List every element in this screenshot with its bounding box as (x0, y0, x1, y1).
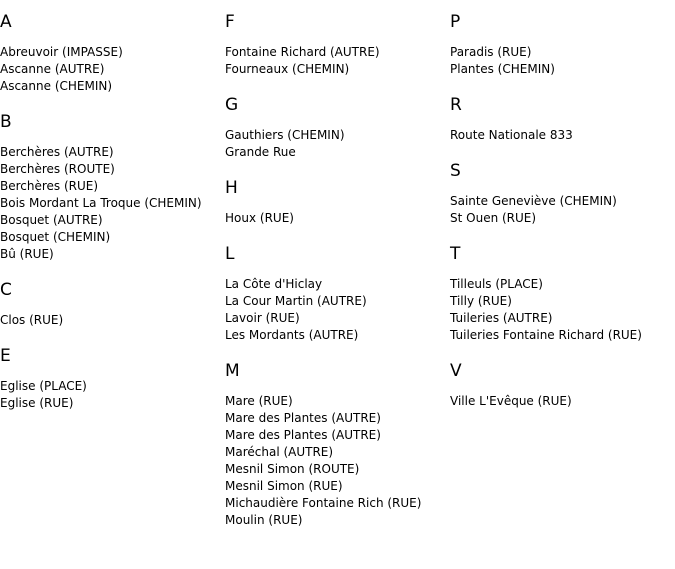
street-link[interactable]: Route Nationale 833 (450, 128, 573, 142)
street-link[interactable]: Mare (RUE) (225, 394, 293, 408)
street-link[interactable]: Tilleuls (PLACE) (450, 277, 543, 291)
street-link[interactable]: Mare des Plantes (AUTRE) (225, 411, 381, 425)
letter-group-l (225, 244, 450, 344)
street-link[interactable]: Tuileries Fontaine Richard (RUE) (450, 328, 642, 342)
letter-heading: L (225, 244, 235, 264)
street-link[interactable]: Ville L'Evêque (RUE) (450, 394, 572, 408)
letter-group-v (450, 361, 675, 410)
letter-heading: M (225, 361, 240, 381)
street-link[interactable]: Michaudière Fontaine Rich (RUE) (225, 496, 422, 510)
letter-group-h (225, 178, 450, 227)
street-link[interactable]: Berchères (ROUTE) (0, 162, 115, 176)
street-link[interactable]: Clos (RUE) (0, 313, 64, 327)
letter-heading: H (225, 178, 238, 198)
street-link[interactable]: Sainte Geneviève (CHEMIN) (450, 194, 617, 208)
letter-group-m (225, 361, 450, 529)
street-list (450, 276, 675, 344)
street-link[interactable]: Grande Rue (225, 145, 296, 159)
letter-heading: E (0, 346, 11, 366)
letter-heading: P (450, 12, 461, 32)
letter-heading: C (0, 280, 12, 300)
street-list (0, 312, 225, 329)
street-link[interactable]: Bosquet (AUTRE) (0, 213, 103, 227)
street-link[interactable]: La Cour Martin (AUTRE) (225, 294, 367, 308)
letter-heading: B (0, 112, 12, 132)
letter-group-p (450, 12, 675, 78)
street-list (0, 144, 225, 263)
index-column-2 (225, 0, 450, 529)
street-link[interactable]: Ascanne (AUTRE) (0, 62, 105, 76)
letter-group-g (225, 95, 450, 161)
street-list (225, 276, 450, 344)
index-column-3 (450, 0, 675, 410)
street-link[interactable]: Mesnil Simon (RUE) (225, 479, 343, 493)
street-list (0, 378, 225, 412)
street-link[interactable]: Gauthiers (CHEMIN) (225, 128, 345, 142)
street-list (225, 210, 450, 227)
street-link[interactable]: Les Mordants (AUTRE) (225, 328, 359, 342)
street-link[interactable]: La Côte d'Hiclay (225, 277, 323, 291)
letter-heading: R (450, 95, 462, 115)
letter-group-s (450, 161, 675, 227)
letter-group-f (225, 12, 450, 78)
letter-heading: V (450, 361, 462, 381)
street-link[interactable]: Mare des Plantes (AUTRE) (225, 428, 381, 442)
letter-heading: G (225, 95, 239, 115)
letter-group-t (450, 244, 675, 344)
street-link[interactable]: Lavoir (RUE) (225, 311, 300, 325)
street-link[interactable]: Houx (RUE) (225, 211, 294, 225)
street-list (450, 393, 675, 410)
letter-heading: S (450, 161, 461, 181)
street-link[interactable]: Eglise (PLACE) (0, 379, 87, 393)
street-link[interactable]: Moulin (RUE) (225, 513, 303, 527)
street-list (450, 44, 675, 78)
street-link[interactable]: Ascanne (CHEMIN) (0, 79, 113, 93)
street-link[interactable]: Maréchal (AUTRE) (225, 445, 334, 459)
street-link[interactable]: Bû (RUE) (0, 247, 54, 261)
street-link[interactable]: Fontaine Richard (AUTRE) (225, 45, 380, 59)
street-link[interactable]: Tuileries (AUTRE) (450, 311, 553, 325)
index-column-1 (0, 0, 225, 412)
street-link[interactable]: Paradis (RUE) (450, 45, 532, 59)
street-list (225, 393, 450, 529)
letter-heading: A (0, 12, 12, 32)
street-link[interactable]: Berchères (RUE) (0, 179, 99, 193)
street-list (225, 127, 450, 161)
street-list (450, 193, 675, 227)
street-link[interactable]: Fourneaux (CHEMIN) (225, 62, 350, 76)
street-link[interactable]: Eglise (RUE) (0, 396, 74, 410)
letter-heading: T (450, 244, 461, 264)
street-link[interactable]: Bosquet (CHEMIN) (0, 230, 111, 244)
letter-heading: F (225, 12, 235, 32)
street-list (450, 127, 675, 144)
street-link[interactable]: Mesnil Simon (ROUTE) (225, 462, 360, 476)
street-link[interactable]: Berchères (AUTRE) (0, 145, 114, 159)
street-list (0, 44, 225, 95)
letter-group-a (0, 12, 225, 95)
letter-group-e (0, 346, 225, 412)
street-link[interactable]: St Ouen (RUE) (450, 211, 537, 225)
street-link[interactable]: Plantes (CHEMIN) (450, 62, 555, 76)
letter-group-r (450, 95, 675, 144)
street-list (225, 44, 450, 78)
street-link[interactable]: Tilly (RUE) (450, 294, 512, 308)
letter-group-b (0, 112, 225, 263)
letter-group-c (0, 280, 225, 329)
street-link[interactable]: Abreuvoir (IMPASSE) (0, 45, 123, 59)
street-link[interactable]: Bois Mordant La Troque (CHEMIN) (0, 196, 202, 210)
